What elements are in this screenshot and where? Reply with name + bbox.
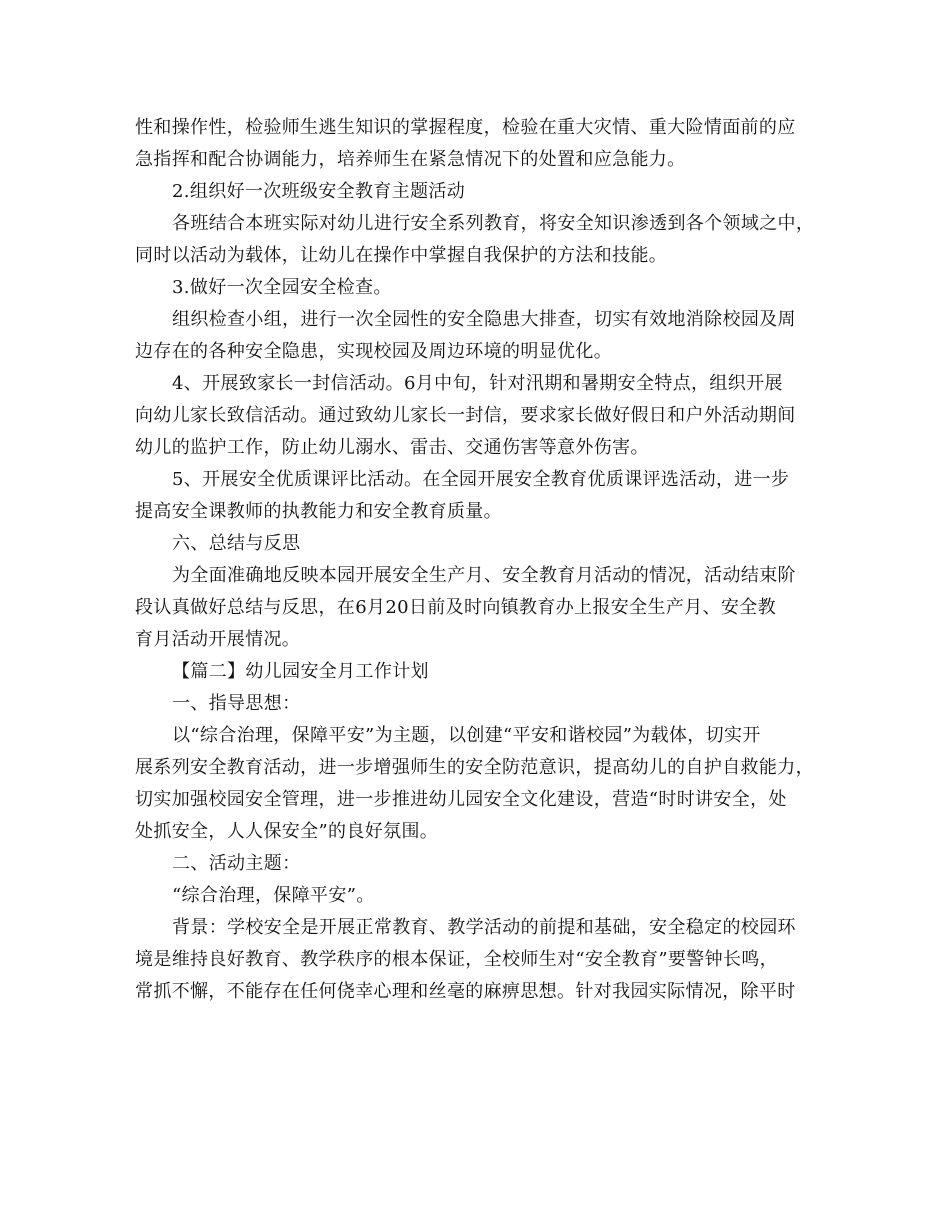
text-line: 段认真做好总结与反思，在6月20日前及时向镇教育办上报安全生产月、安全教 xyxy=(135,597,776,618)
text-line: 2.组织好一次班级安全教育主题活动 xyxy=(172,181,466,202)
text-line: 同时以活动为载体，让幼儿在操作中掌握自我保护的方法和技能。 xyxy=(135,245,668,266)
text-line: 急指挥和配合协调能力，培养师生在紧急情况下的处置和应急能力。 xyxy=(135,149,686,170)
text-line: 提高安全课教师的执教能力和安全教育质量。 xyxy=(135,501,502,522)
text-line: 边存在的各种安全隐患，实现校园及周边环境的明显优化。 xyxy=(135,341,613,362)
text-line: 5、开展安全优质课评比活动。在全园开展安全教育优质课评选活动，进一步 xyxy=(172,469,790,490)
text-line: 境是维持良好教育、教学秩序的根本保证，全校师生对“安全教育”要警钟长鸣， xyxy=(135,949,779,970)
text-line: 幼儿的监护工作，防止幼儿溺水、雷击、交通伤害等意外伤害。 xyxy=(135,437,649,458)
text-line: 背景：学校安全是开展正常教育、教学活动的前提和基础，安全稳定的校园环 xyxy=(172,917,796,938)
text-line: 育月活动开展情况。 xyxy=(135,629,301,650)
text-line: 4、开展致家长一封信活动。6月中旬，针对汛期和暑期安全特点，组织开展 xyxy=(172,373,783,394)
text-line: 【篇二】幼儿园安全月工作计划 xyxy=(172,661,429,682)
text-line: “综合治理，保障平安”。 xyxy=(172,885,375,906)
text-line: 二、活动主题： xyxy=(172,853,301,874)
text-line: 以“综合治理，保障平安”为主题，以创建“平安和谐校园”为载体，切实开 xyxy=(172,725,761,746)
text-line: 性和操作性，检验师生逃生知识的掌握程度，检验在重大灾情、重大险情面前的应 xyxy=(135,117,796,138)
text-line: 常抓不懈，不能存在任何侥幸心理和丝毫的麻痹思想。针对我园实际情况，除平时 xyxy=(135,981,796,1002)
text-line: 向幼儿家长致信活动。通过致幼儿家长一封信，要求家长做好假日和户外活动期间 xyxy=(135,405,796,426)
text-line: 展系列安全教育活动，进一步增强师生的安全防范意识，提高幼儿的自护自救能力， xyxy=(135,757,814,778)
text-line: 六、总结与反思 xyxy=(172,533,301,554)
text-line: 3.做好一次全园安全检查。 xyxy=(172,277,392,298)
document-body xyxy=(135,112,815,1008)
text-line: 一、指导思想： xyxy=(172,693,301,714)
text-line: 处抓安全，人人保安全”的良好氛围。 xyxy=(135,821,439,842)
text-line: 组织检查小组，进行一次全园性的安全隐患大排查，切实有效地消除校园及周 xyxy=(172,309,796,330)
text-line: 为全面准确地反映本园开展安全生产月、安全教育月活动的情况，活动结束阶 xyxy=(172,565,796,586)
text-line: 各班结合本班实际对幼儿进行安全系列教育，将安全知识渗透到各个领域之中， xyxy=(172,213,815,234)
text-line: 切实加强校园安全管理，进一步推进幼儿园安全文化建设，营造“时时讲安全，处 xyxy=(135,789,787,810)
